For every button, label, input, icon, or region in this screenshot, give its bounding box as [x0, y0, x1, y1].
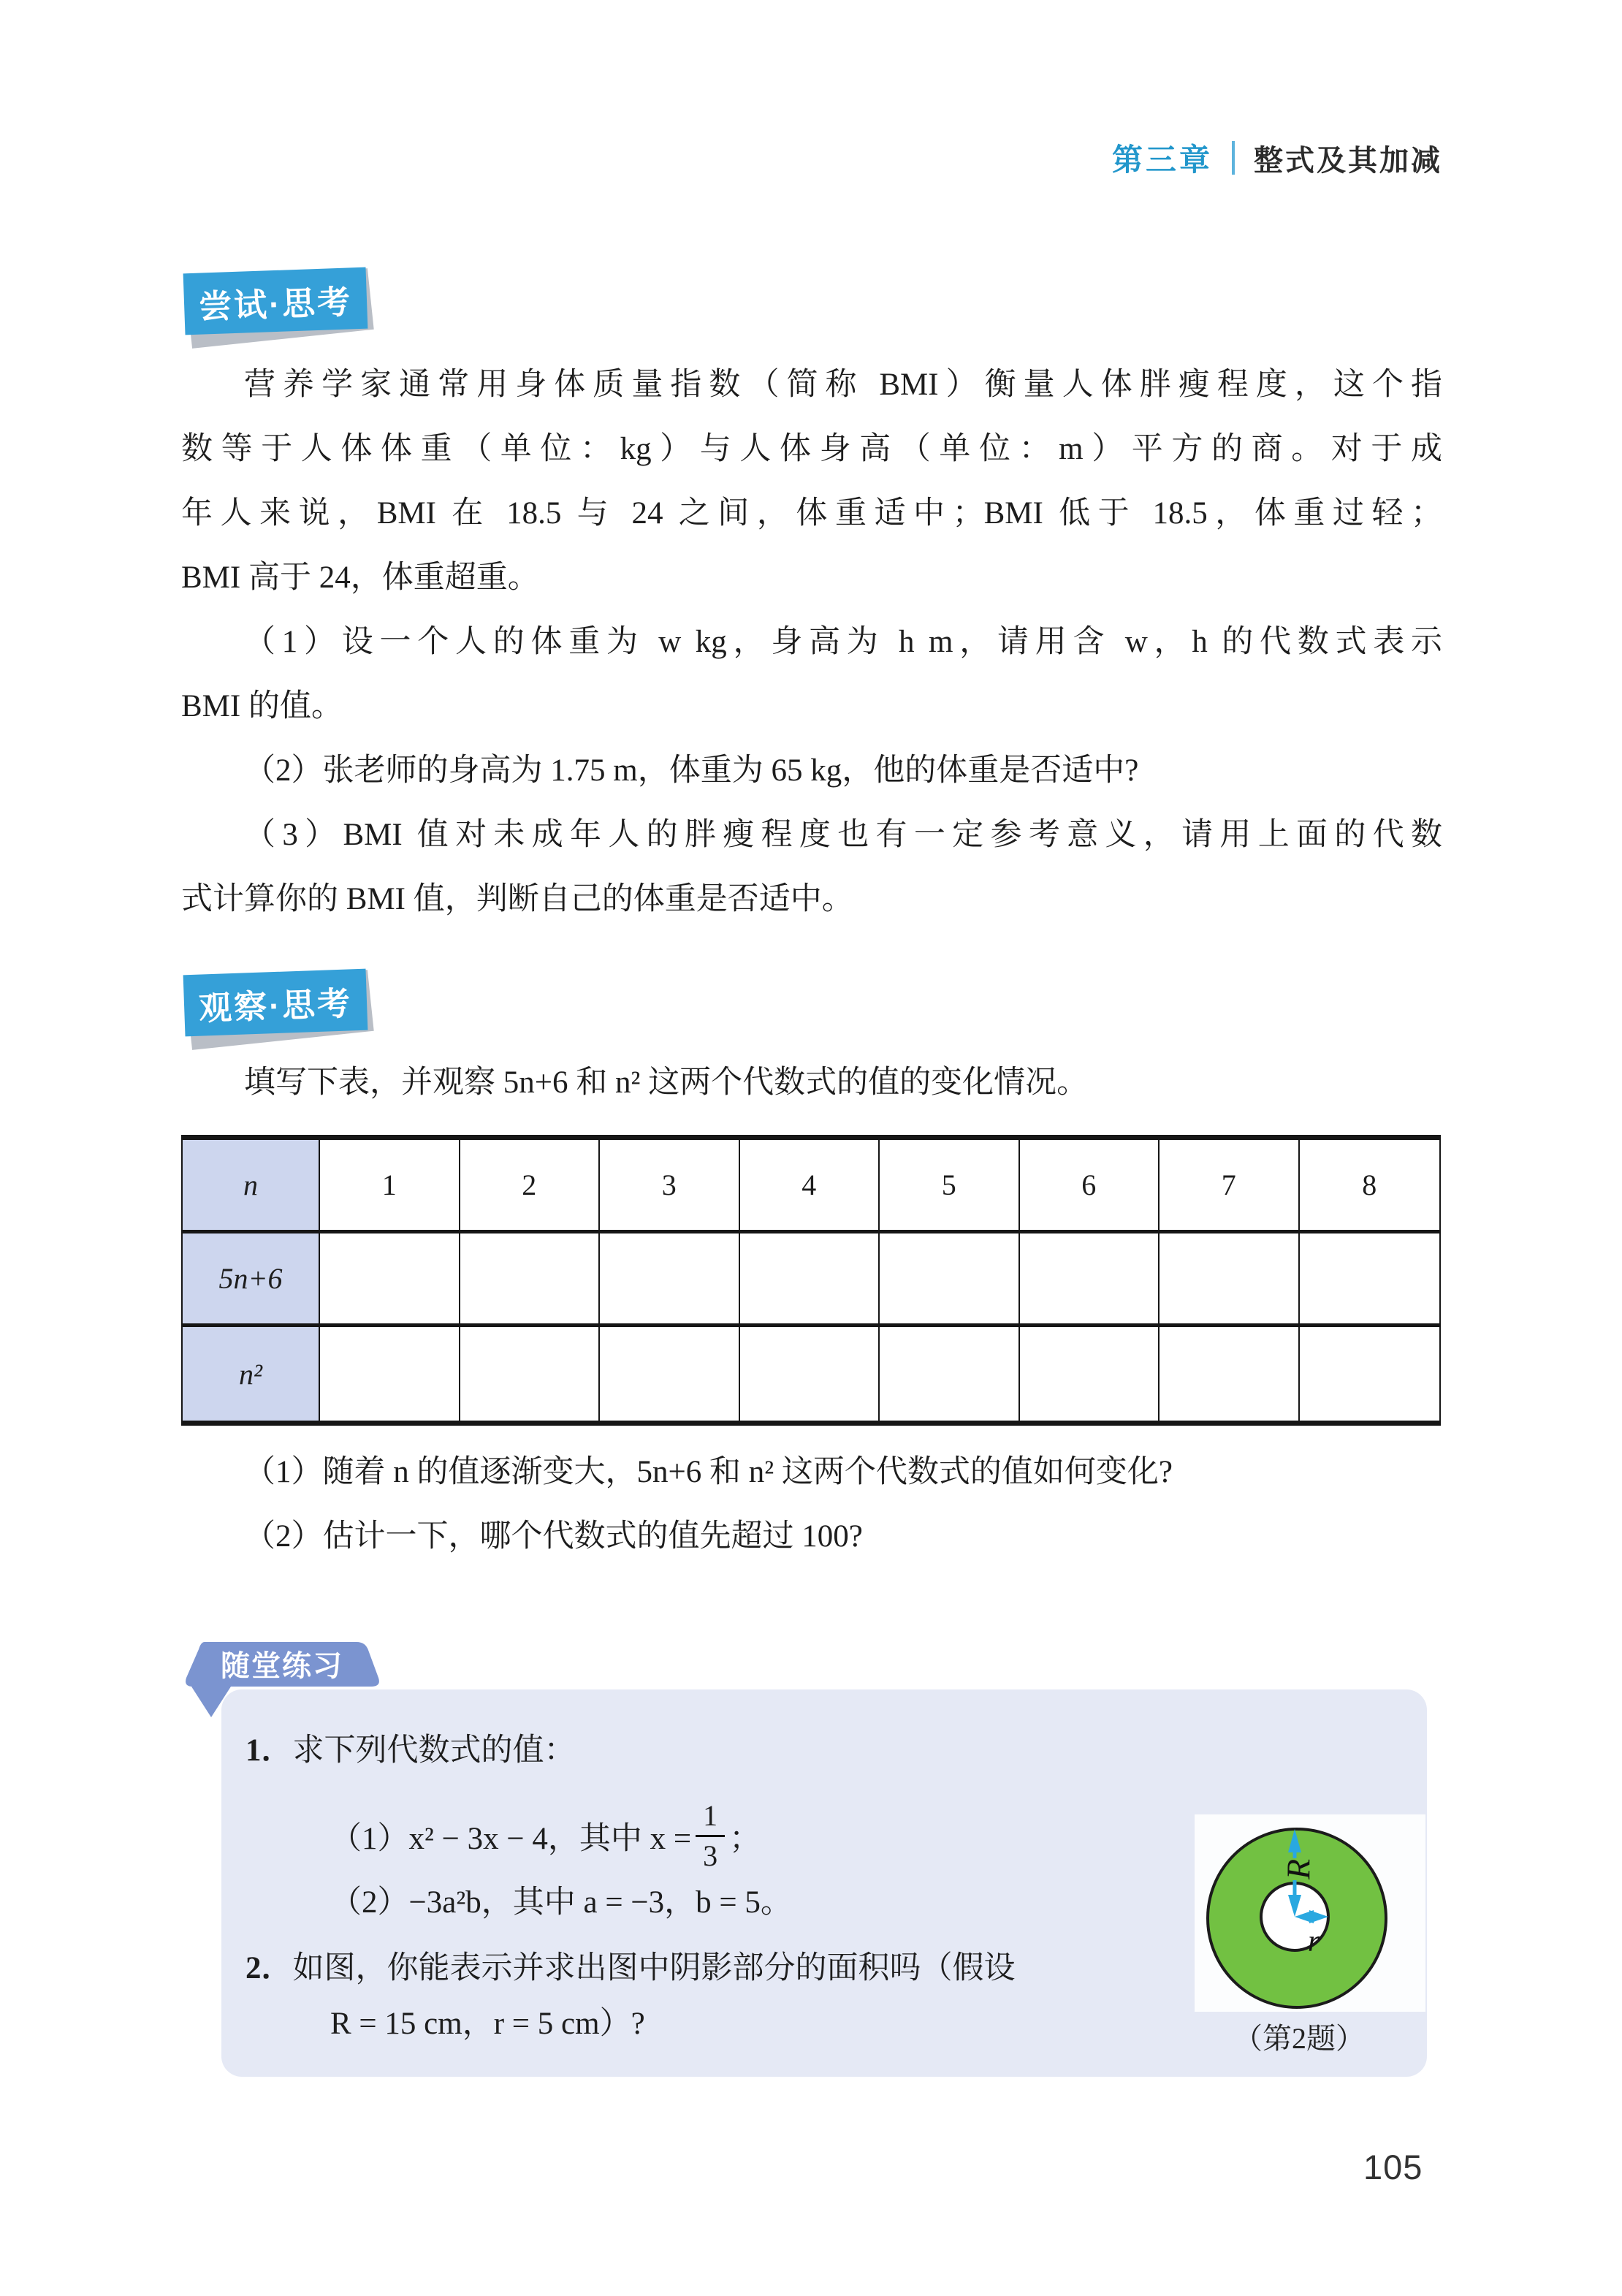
chapter-label: 第三章 [1111, 142, 1213, 177]
table-cell-empty [880, 1233, 1020, 1327]
question-line: （2）张老师的身高为 1.75 m，体重为 65 kg，他的体重是否适中? [244, 753, 1139, 788]
annulus-figure [1189, 1794, 1431, 2064]
paragraph-line: BMI 高于 24，体重超重。 [181, 560, 539, 595]
table-cell-empty [460, 1327, 601, 1421]
badge-label: 尝试·思考 [183, 267, 368, 335]
bmi-question-3 [181, 803, 1442, 932]
expression-suffix: ； [729, 1821, 761, 1856]
paragraph-line: 营养学家通常用身体质量指数（简称 BMI）衡量人体胖瘦程度，这个指 [244, 368, 1442, 402]
bmi-question-2 [181, 739, 1442, 803]
paragraph-line: 年人来说，BMI 在 18.5 与 24 之间，体重适中；BMI 低于 18.5，体重过轻； [181, 496, 1442, 531]
page-header [1112, 136, 1442, 180]
table-header-cell: 3 [600, 1140, 740, 1233]
practice-item-2 [245, 1947, 1016, 1991]
practice-badge-label: 随堂练习 [221, 1649, 343, 1682]
figure-caption: （第2题） [1233, 2022, 1365, 2055]
table-cell-empty [740, 1233, 880, 1327]
bmi-paragraph [181, 353, 1442, 610]
header-divider [1232, 141, 1235, 175]
table-cell-empty [1160, 1233, 1300, 1327]
practice-item-2-line-2: R = 15 cm，r = 5 cm）? [330, 2007, 645, 2041]
fraction-numerator: 1 [703, 1798, 718, 1832]
page-number: 105 [1363, 2148, 1423, 2186]
intro-line: 填写下表，并观察 5n+6 和 n² 这两个代数式的值的变化情况。 [244, 1065, 1089, 1100]
fraction-bar [696, 1835, 725, 1837]
question-line: 式计算你的 BMI 值，判断自己的体重是否适中。 [181, 882, 853, 916]
table-cell-empty [880, 1327, 1020, 1421]
table-questions [181, 1440, 1442, 1569]
table-cell-empty [740, 1327, 880, 1421]
table-cell-empty [1300, 1233, 1440, 1327]
question-line: （2）估计一下，哪个代数式的值先超过 100? [244, 1519, 863, 1554]
fraction-denominator: 3 [703, 1839, 718, 1872]
table-cell-empty [1160, 1327, 1300, 1421]
values-table [181, 1135, 1441, 1426]
table-header-cell: 8 [1300, 1140, 1440, 1233]
table-cell-empty [600, 1327, 740, 1421]
question-line: （1）随着 n 的值逐渐变大，5n+6 和 n² 这两个代数式的值如何变化? [244, 1455, 1173, 1489]
table-cell-empty [460, 1233, 601, 1327]
table-row-label: n² [183, 1327, 320, 1421]
item-number: 2． [245, 1951, 293, 1985]
table-header-cell: 5 [880, 1140, 1020, 1233]
table-cell-empty [320, 1327, 460, 1421]
table-cell-empty [1020, 1233, 1160, 1327]
question-line: （3）BMI 值对未成年人的胖瘦程度也有一定参考意义，请用上面的代数 [244, 818, 1442, 852]
radius-r-label: r [1307, 1925, 1320, 1958]
question-line: （1）设一个人的体重为 w kg，身高为 h m，请用含 w，h 的代数式表示 [244, 625, 1442, 659]
table-row-label: 5n+6 [183, 1233, 320, 1327]
table-cell-empty [1020, 1327, 1160, 1421]
table-cell-empty [1300, 1327, 1440, 1421]
observe-think-badge [184, 972, 367, 1033]
bmi-question-1 [181, 610, 1442, 739]
table-header-cell: 4 [740, 1140, 880, 1233]
question-line: BMI 的值。 [181, 689, 343, 723]
table-cell-empty [600, 1233, 740, 1327]
fraction [696, 1799, 725, 1873]
practice-sub-1 [330, 1784, 761, 1887]
table-header-cell: 7 [1160, 1140, 1300, 1233]
table-header-cell: 2 [460, 1140, 601, 1233]
chapter-title: 整式及其加减 [1254, 144, 1442, 177]
table-intro [181, 1051, 1442, 1115]
practice-item-1 [245, 1729, 576, 1773]
expression-prefix: （1）x² − 3x − 4，其中 x = [330, 1821, 692, 1856]
table-header-cell: 6 [1020, 1140, 1160, 1233]
badge-label: 观察·思考 [183, 969, 368, 1037]
table-row-label: n [183, 1140, 320, 1233]
item-text: 如图，你能表示并求出图中阴影部分的面积吗（假设 [292, 1951, 1016, 1985]
item-number: 1． [245, 1733, 293, 1768]
radius-R-label: R [1279, 1858, 1317, 1880]
paragraph-line: 数等于人体体重（单位：kg）与人体身高（单位：m）平方的商。对于成 [181, 432, 1442, 466]
item-text: 求下列代数式的值： [292, 1733, 576, 1768]
table-cell-empty [320, 1233, 460, 1327]
practice-sub-2: （2）−3a²b，其中 a = −3，b = 5。 [330, 1885, 792, 1920]
try-think-badge [184, 270, 367, 332]
table-header-cell: 1 [320, 1140, 460, 1233]
